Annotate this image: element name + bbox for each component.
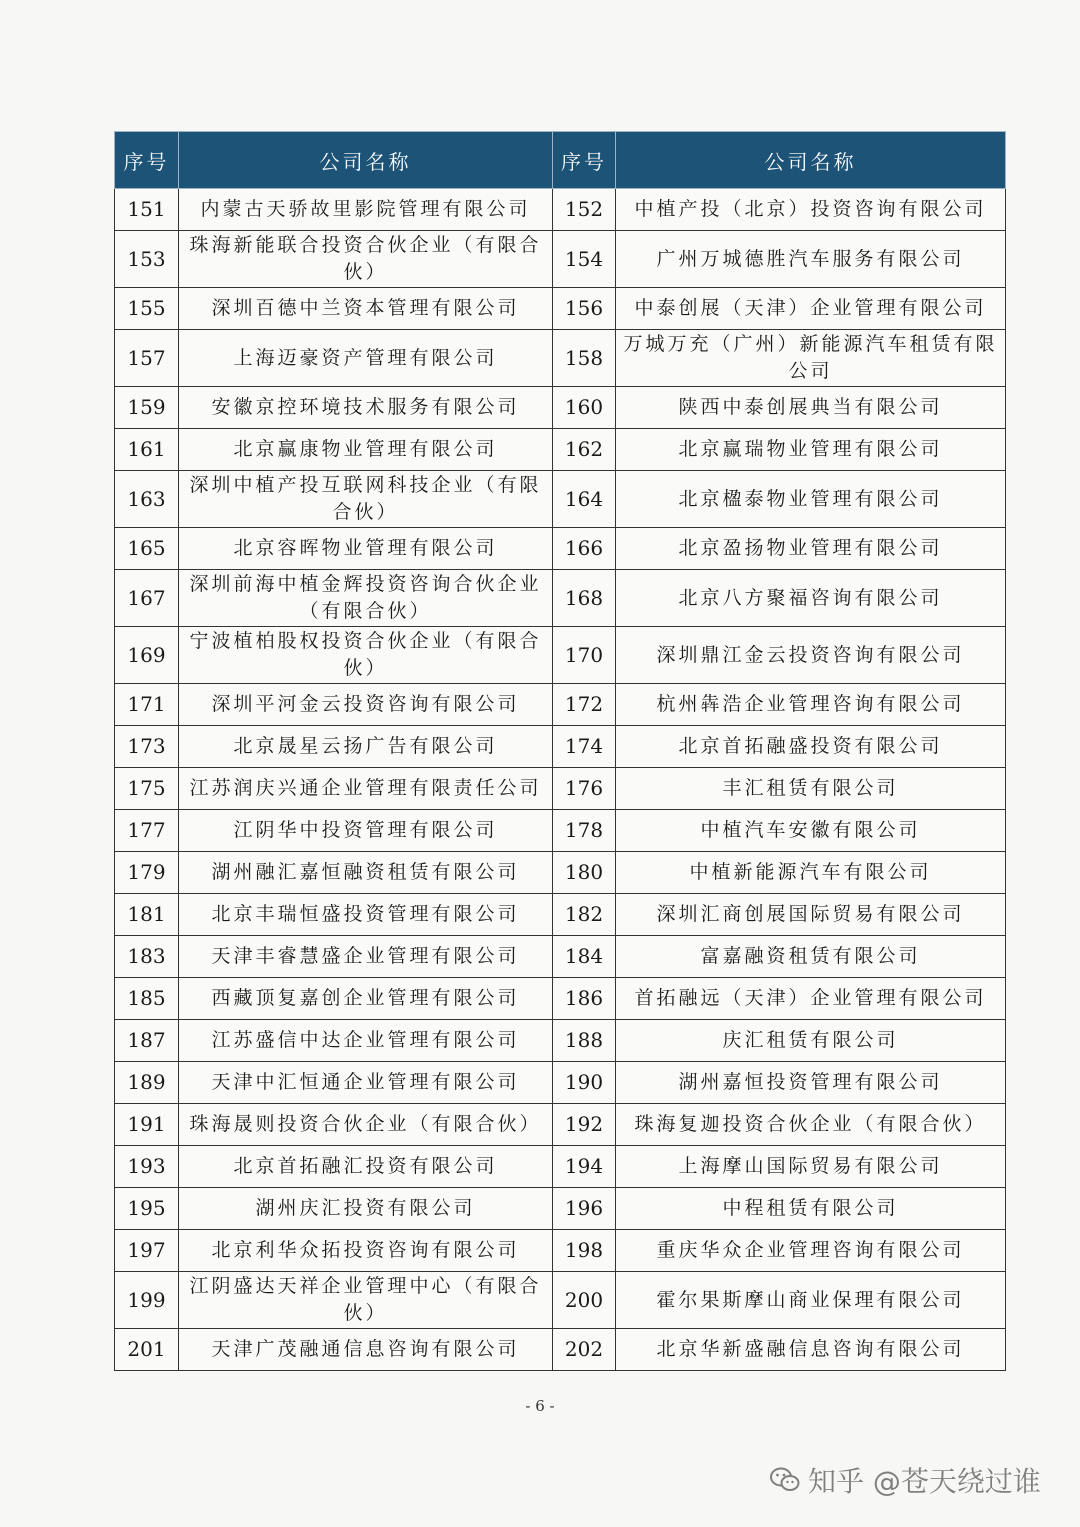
company-left-cell: 西藏顶复嘉创企业管理有限公司	[179, 978, 553, 1020]
serial-left-cell: 161	[115, 429, 179, 471]
table-header-row	[115, 132, 1006, 189]
company-left-cell: 上海迈豪资产管理有限公司	[179, 330, 553, 387]
serial-left-cell: 195	[115, 1188, 179, 1230]
serial-left-cell: 165	[115, 528, 179, 570]
header-company-right: 公司名称	[616, 132, 1006, 189]
table-row	[115, 1230, 1006, 1272]
serial-left-cell: 151	[115, 189, 179, 231]
table-row	[115, 231, 1006, 288]
header-serial-left: 序号	[115, 132, 179, 189]
table-row	[115, 1272, 1006, 1329]
serial-left-cell: 173	[115, 726, 179, 768]
serial-right-cell: 172	[553, 684, 616, 726]
company-right-cell: 北京楹泰物业管理有限公司	[616, 471, 1006, 528]
company-table	[114, 131, 1006, 1371]
company-left-cell: 江苏润庆兴通企业管理有限责任公司	[179, 768, 553, 810]
company-right-cell: 中植产投（北京）投资咨询有限公司	[616, 189, 1006, 231]
serial-left-cell: 187	[115, 1020, 179, 1062]
company-right-cell: 杭州犇浩企业管理咨询有限公司	[616, 684, 1006, 726]
serial-left-cell: 163	[115, 471, 179, 528]
serial-right-cell: 198	[553, 1230, 616, 1272]
table-row	[115, 471, 1006, 528]
table-row	[115, 1188, 1006, 1230]
serial-right-cell: 192	[553, 1104, 616, 1146]
serial-right-cell: 152	[553, 189, 616, 231]
company-left-cell: 湖州融汇嘉恒融资租赁有限公司	[179, 852, 553, 894]
company-left-cell: 江苏盛信中达企业管理有限公司	[179, 1020, 553, 1062]
company-left-cell: 北京晟星云扬广告有限公司	[179, 726, 553, 768]
company-right-cell: 北京盈扬物业管理有限公司	[616, 528, 1006, 570]
serial-right-cell: 196	[553, 1188, 616, 1230]
company-right-cell: 丰汇租赁有限公司	[616, 768, 1006, 810]
serial-right-cell: 170	[553, 627, 616, 684]
serial-left-cell: 169	[115, 627, 179, 684]
company-left-cell: 内蒙古天骄故里影院管理有限公司	[179, 189, 553, 231]
table-row	[115, 570, 1006, 627]
table-row	[115, 189, 1006, 231]
wechat-icon	[770, 1467, 800, 1493]
serial-right-cell: 174	[553, 726, 616, 768]
company-left-cell: 湖州庆汇投资有限公司	[179, 1188, 553, 1230]
company-right-cell: 中植汽车安徽有限公司	[616, 810, 1006, 852]
serial-left-cell: 159	[115, 387, 179, 429]
watermark	[770, 1460, 1041, 1500]
serial-right-cell: 188	[553, 1020, 616, 1062]
serial-right-cell: 200	[553, 1272, 616, 1329]
table-row	[115, 288, 1006, 330]
serial-right-cell: 156	[553, 288, 616, 330]
page-number: - 6 -	[525, 1397, 555, 1415]
table-row	[115, 330, 1006, 387]
company-right-cell: 广州万城德胜汽车服务有限公司	[616, 231, 1006, 288]
company-left-cell: 安徽京控环境技术服务有限公司	[179, 387, 553, 429]
company-left-cell: 江阴华中投资管理有限公司	[179, 810, 553, 852]
serial-right-cell: 168	[553, 570, 616, 627]
company-right-cell: 中程租赁有限公司	[616, 1188, 1006, 1230]
serial-right-cell: 158	[553, 330, 616, 387]
serial-left-cell: 201	[115, 1329, 179, 1371]
serial-right-cell: 186	[553, 978, 616, 1020]
serial-left-cell: 189	[115, 1062, 179, 1104]
company-left-cell: 珠海晟则投资合伙企业（有限合伙）	[179, 1104, 553, 1146]
serial-left-cell: 175	[115, 768, 179, 810]
company-left-cell: 宁波植柏股权投资合伙企业（有限合伙）	[179, 627, 553, 684]
table-row	[115, 810, 1006, 852]
company-left-cell: 天津中汇恒通企业管理有限公司	[179, 1062, 553, 1104]
company-right-cell: 北京八方聚福咨询有限公司	[616, 570, 1006, 627]
serial-right-cell: 194	[553, 1146, 616, 1188]
company-left-cell: 珠海新能联合投资合伙企业（有限合伙）	[179, 231, 553, 288]
table-row	[115, 978, 1006, 1020]
serial-left-cell: 183	[115, 936, 179, 978]
company-right-cell: 上海摩山国际贸易有限公司	[616, 1146, 1006, 1188]
header-serial-right: 序号	[553, 132, 616, 189]
serial-right-cell: 178	[553, 810, 616, 852]
serial-right-cell: 162	[553, 429, 616, 471]
serial-right-cell: 160	[553, 387, 616, 429]
company-left-cell: 天津广茂融通信息咨询有限公司	[179, 1329, 553, 1371]
table-row	[115, 627, 1006, 684]
serial-left-cell: 181	[115, 894, 179, 936]
table-row	[115, 684, 1006, 726]
serial-left-cell: 197	[115, 1230, 179, 1272]
serial-left-cell: 199	[115, 1272, 179, 1329]
watermark-text: 知乎 @苍天绕过谁	[808, 1465, 1041, 1498]
table-row	[115, 768, 1006, 810]
company-left-cell: 江阴盛达天祥企业管理中心（有限合伙）	[179, 1272, 553, 1329]
company-right-cell: 万城万充（广州）新能源汽车租赁有限公司	[616, 330, 1006, 387]
company-right-cell: 北京赢瑞物业管理有限公司	[616, 429, 1006, 471]
serial-right-cell: 176	[553, 768, 616, 810]
company-right-cell: 珠海复迦投资合伙企业（有限合伙）	[616, 1104, 1006, 1146]
company-right-cell: 深圳汇商创展国际贸易有限公司	[616, 894, 1006, 936]
serial-left-cell: 155	[115, 288, 179, 330]
serial-right-cell: 164	[553, 471, 616, 528]
company-left-cell: 北京丰瑞恒盛投资管理有限公司	[179, 894, 553, 936]
serial-left-cell: 153	[115, 231, 179, 288]
serial-right-cell: 202	[553, 1329, 616, 1371]
serial-left-cell: 185	[115, 978, 179, 1020]
table-row	[115, 429, 1006, 471]
company-right-cell: 中植新能源汽车有限公司	[616, 852, 1006, 894]
serial-left-cell: 177	[115, 810, 179, 852]
company-left-cell: 天津丰睿慧盛企业管理有限公司	[179, 936, 553, 978]
table-body	[115, 189, 1006, 1371]
serial-right-cell: 166	[553, 528, 616, 570]
serial-left-cell: 191	[115, 1104, 179, 1146]
company-right-cell: 北京首拓融盛投资有限公司	[616, 726, 1006, 768]
table-row	[115, 1329, 1006, 1371]
company-left-cell: 北京首拓融汇投资有限公司	[179, 1146, 553, 1188]
serial-left-cell: 157	[115, 330, 179, 387]
company-left-cell: 北京赢康物业管理有限公司	[179, 429, 553, 471]
table-row	[115, 1020, 1006, 1062]
serial-left-cell: 179	[115, 852, 179, 894]
company-left-cell: 深圳前海中植金辉投资咨询合伙企业（有限合伙）	[179, 570, 553, 627]
company-right-cell: 湖州嘉恒投资管理有限公司	[616, 1062, 1006, 1104]
serial-right-cell: 184	[553, 936, 616, 978]
company-right-cell: 北京华新盛融信息咨询有限公司	[616, 1329, 1006, 1371]
company-right-cell: 富嘉融资租赁有限公司	[616, 936, 1006, 978]
company-right-cell: 中泰创展（天津）企业管理有限公司	[616, 288, 1006, 330]
company-right-cell: 庆汇租赁有限公司	[616, 1020, 1006, 1062]
serial-right-cell: 154	[553, 231, 616, 288]
header-company-left: 公司名称	[179, 132, 553, 189]
serial-left-cell: 167	[115, 570, 179, 627]
company-right-cell: 霍尔果斯摩山商业保理有限公司	[616, 1272, 1006, 1329]
table-row	[115, 1104, 1006, 1146]
table-row	[115, 894, 1006, 936]
company-right-cell: 重庆华众企业管理咨询有限公司	[616, 1230, 1006, 1272]
table-row	[115, 528, 1006, 570]
company-left-cell: 北京容晖物业管理有限公司	[179, 528, 553, 570]
company-left-cell: 深圳百德中兰资本管理有限公司	[179, 288, 553, 330]
serial-left-cell: 193	[115, 1146, 179, 1188]
company-left-cell: 深圳中植产投互联网科技企业（有限合伙）	[179, 471, 553, 528]
serial-right-cell: 190	[553, 1062, 616, 1104]
company-left-cell: 深圳平河金云投资咨询有限公司	[179, 684, 553, 726]
company-right-cell: 深圳鼎江金云投资咨询有限公司	[616, 627, 1006, 684]
table-row	[115, 852, 1006, 894]
company-left-cell: 北京利华众拓投资咨询有限公司	[179, 1230, 553, 1272]
company-right-cell: 首拓融远（天津）企业管理有限公司	[616, 978, 1006, 1020]
company-right-cell: 陕西中泰创展典当有限公司	[616, 387, 1006, 429]
table-row	[115, 1062, 1006, 1104]
serial-left-cell: 171	[115, 684, 179, 726]
serial-right-cell: 180	[553, 852, 616, 894]
table-row	[115, 726, 1006, 768]
serial-right-cell: 182	[553, 894, 616, 936]
table-row	[115, 936, 1006, 978]
table-row	[115, 1146, 1006, 1188]
table-row	[115, 387, 1006, 429]
